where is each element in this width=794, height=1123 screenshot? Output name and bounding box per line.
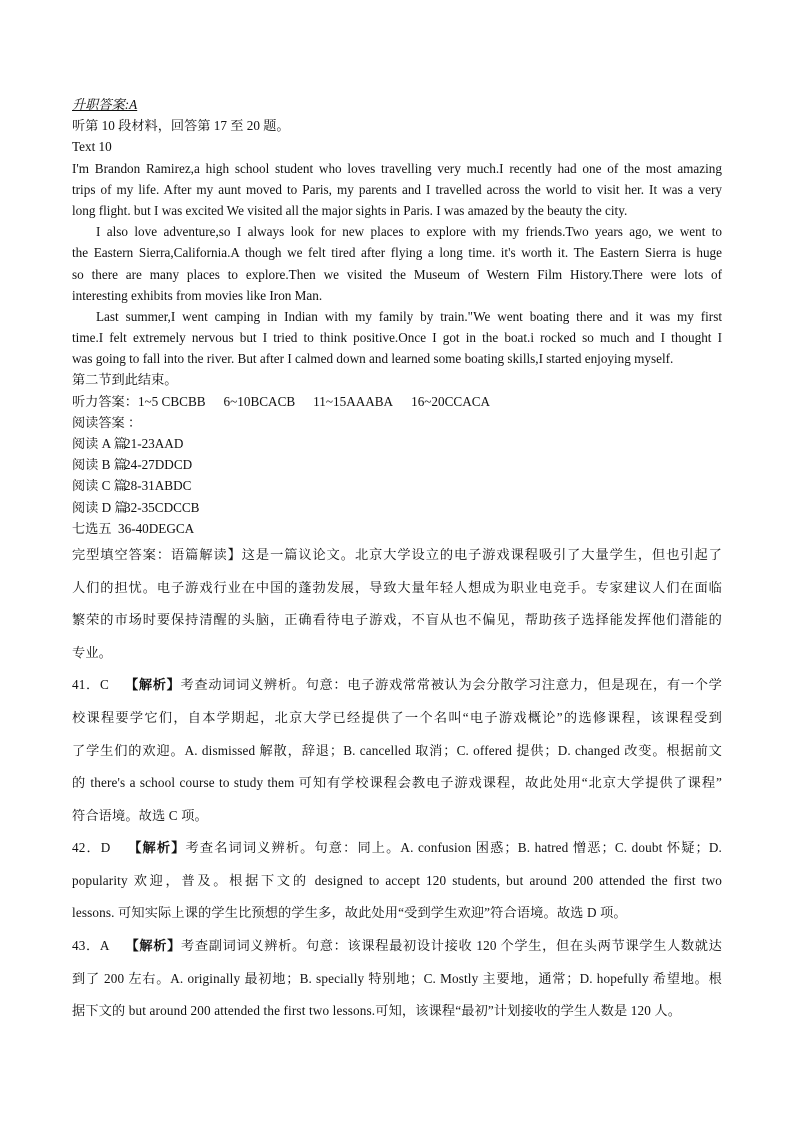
explanation-line: 校课程要学它们，自本学期起，北京大学已经提供了一个名叫“电子游戏概论”的选修课程，该课程受到: [72, 709, 722, 725]
document-page: [72, 94, 722, 1028]
reading-answer-name: 阅读 B 篇: [72, 457, 127, 473]
explanation-42: [72, 832, 722, 930]
reading-answer-name: 阅读 A 篇: [72, 436, 127, 451]
passage-line: I also love adventure,so I always look for new places to explore with my friends.Two years ago, we went to: [96, 224, 722, 240]
reading-answer-row: [72, 454, 722, 475]
passage-line: interesting exhibits from movies like Iron Man.: [72, 287, 323, 303]
explanation-line: 的 there's a school course to study them 可知有学校课程会教电子游戏课程，故此处用“北京大学提供了课程”: [72, 775, 722, 791]
reading-answer-row: [72, 518, 722, 539]
explanation-line: 43．A 【解析】考查副词词义辨析。句意：该课程最初设计接收 120 个学生，但在头两节课学生人数就达: [72, 938, 722, 954]
reading-answer-name: 阅读 D 篇: [72, 499, 128, 515]
passage-line: time.I felt extremely nervous but I tried to think positive.Once I got in the boat.i rocked so much and I thought I: [72, 330, 722, 346]
instruction-line: 听第 10 段材料，回答第 17 至 20 题。: [72, 118, 290, 134]
header-line: 升职答案:A: [72, 97, 138, 112]
passage-line: long flight. but I was excited We visited all the major sights in Paris. I was amazed by the beauty the city.: [72, 202, 628, 218]
passage-line: I'm Brandon Ramirez,a high school student who loves travelling very much.I recently had one of the most amazing: [72, 160, 722, 176]
text-title: Text 10: [72, 139, 112, 155]
passage-line: was going to fall into the river. But after I calmed down and learned some boating skills,I started enjoying myself.: [72, 351, 674, 367]
cloze-intro-line: 繁荣的市场时要保持清醒的头脑，正确看待电子游戏，不盲从也不偏见，帮助孩子选择能发挥他们潜能的: [72, 612, 722, 628]
analysis-label: 【解析】: [128, 840, 186, 856]
cloze-explanations: [72, 539, 722, 1028]
cloze-intro-line: 完型填空答案：语篇解读】这是一篇议论文。北京大学设立的电子游戏课程吸引了大量学生，但也引起了: [72, 546, 722, 562]
reading-answer-value: 28-31ABDC: [124, 478, 192, 494]
analysis-label: 【解析】: [124, 677, 181, 693]
passage-line: the Eastern Sierra,California.A though we felt tired after flying a long time. it's worth it. The Eastern Sierra is huge: [72, 245, 722, 261]
cloze-intro-line: 人们的担忧。电子游戏行业在中国的蓬勃发展，导致大量年轻人想成为职业电竞手。专家建议人们在面临: [72, 579, 722, 595]
explanation-line: 符合语境。故选 C 项。: [72, 807, 208, 823]
reading-answer-row: [72, 475, 722, 496]
explanation-line: 41．C 【解析】考查动词词义辨析。句意：电子游戏常常被认为会分散学习注意力，但是现在，有一个学: [72, 677, 722, 693]
reading-answer-row: [72, 433, 722, 454]
passage-line: Last summer,I went camping in Indian with my family by train."We went boating there and it was my first: [96, 308, 722, 324]
reading-answer-row: [72, 497, 722, 518]
reading-answer-name: 阅读 C 篇: [72, 478, 127, 494]
reading-answer-value: 24-27DDCD: [124, 457, 193, 473]
listening-passage: [72, 158, 722, 370]
question-number: 42．D: [72, 840, 111, 856]
reading-answer-value: 21-23AAD: [124, 436, 184, 451]
explanation-line: lessons. 可知实际上课的学生比预想的学生多，故此处用“受到学生欢迎”符合语境。故选 D 项。: [72, 905, 627, 921]
section-end: 第二节到此结束。: [72, 372, 178, 388]
reading-answer-value: 36-40DEGCA: [118, 520, 195, 536]
reading-answer-value: 32-35CDCCB: [124, 499, 200, 515]
explanation-41: [72, 669, 722, 832]
answer-group: 6~10BCACB: [223, 393, 296, 409]
passage-line: so there are many places to explore.Then we visited the Museum of Western Film History.There were lots of: [72, 266, 722, 282]
question-number: 43．A: [72, 938, 110, 954]
answer-group: 11~15AAABA: [313, 393, 394, 409]
question-number: 41．C: [72, 677, 109, 693]
cloze-intro-line: 专业。: [72, 644, 113, 660]
listening-answers-label: 听力答案：: [72, 393, 138, 409]
listening-answers: [72, 391, 722, 412]
reading-label: 阅读答案 ：: [72, 414, 142, 430]
explanation-line: 到了 200 左右。A. originally 最初地；B. specially 特别地；C. Mostly 主要地，通常；D. hopefully 希望地。根: [72, 970, 722, 986]
passage-line: trips of my life. After my aunt moved to Paris, my parents and I travelled across the world to visit her. It was a very: [72, 181, 722, 197]
explanation-line: 了学生们的欢迎。A. dismissed 解散，辞退；B. cancelled 取消；C. offered 提供；D. changed 改变。根据前文: [72, 742, 722, 758]
analysis-label: 【解析】: [125, 938, 182, 954]
answer-group: 16~20CCACA: [411, 393, 491, 409]
answer-group: 1~5 CBCBB: [137, 393, 206, 409]
reading-answer-name: 七选五: [72, 520, 112, 536]
explanation-43: [72, 930, 722, 1028]
explanation-line: 据下文的 but around 200 attended the first two lessons.可知，该课程“最初”计划接收的学生人数是 120 人。: [72, 1003, 682, 1019]
explanation-line: popularity 欢迎，普及。根据下文的 designed to accept 120 students, but around 200 attended the first two: [72, 872, 722, 888]
explanation-line: 42．D 【解析】考查名词词义辨析。句意：同上。A. confusion 困惑；B. hatred 憎恶；C. doubt 怀疑；D.: [72, 840, 723, 856]
